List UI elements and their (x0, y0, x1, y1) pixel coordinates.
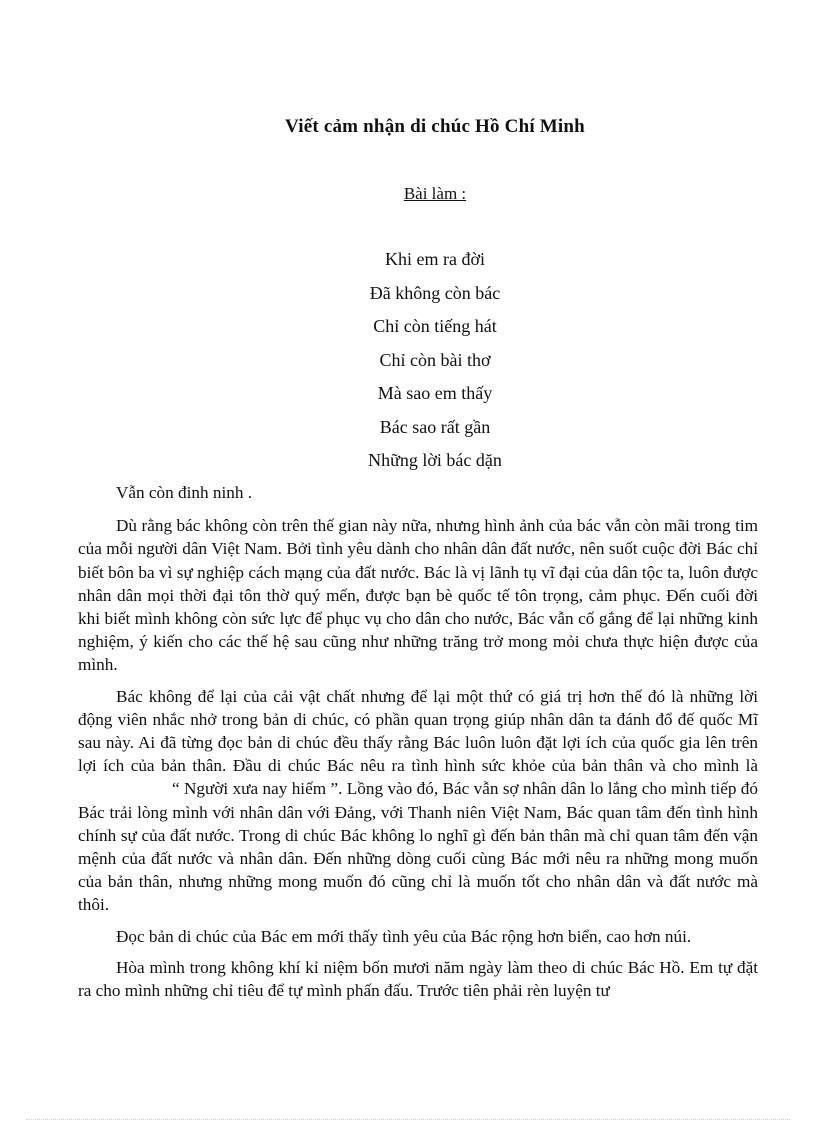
paragraph: Hòa mình trong không khí kỉ niệm bốn mươi năm ngày làm theo di chúc Bác Hồ. Em tự đặt ra cho mình những chỉ tiêu để tự mình phấn đấu. Trước tiên phải rèn luyện tư (78, 957, 758, 1001)
poem (0, 244, 816, 479)
poem-line: Chỉ còn bài thơ (379, 349, 491, 370)
poem-line: Những lời bác dặn (368, 450, 502, 470)
paragraph-part: “ Người xưa nay hiếm ”. Lồng vào đó, Bác vẫn sợ nhân dân lo lắng cho mình tiếp đó Bác trải lòng mình với nhân dân với Đảng, với Thanh niên Việt Nam, Bác quan tâm đến tình hình chính sự của đất nước. Trong di chúc Bác không lo nghĩ gì đến bản thân mà chỉ quan tâm đến vận mệnh của đất nước và nhân dân. Đến những dòng cuối cùng Bác mới nêu ra những mong muốn của bản thân, nhưng những mong muốn đó cũng chỉ là muốn tốt cho nhân dân và đất nước mà thôi. (78, 779, 758, 915)
poem-end-line: Vẫn còn đinh ninh . (116, 483, 253, 502)
paragraph-part: Bác không để lại của cải vật chất nhưng để lại một thứ có giá trị hơn thế đó là những lời động viên nhắc nhở trong bản di chúc, có phần quan trọng giúp nhân dân ta đánh đổ đế quốc Mĩ sau này. Ai đã từng đọc bản di chúc đều thấy rằng Bác luôn luôn đặt lợi ích của quốc gia lên trên lợi ích của bản thân. Đầu di chúc Bác nêu ra tình hình sức khỏe của bản thân và cho mình là (78, 686, 758, 776)
poem-line: Bác sao rất gần (379, 416, 491, 437)
poem-line: Chỉ còn tiếng hát (373, 316, 497, 336)
paragraph: Dù rằng bác không còn trên thế gian này nữa, nhưng hình ảnh của bác vẫn còn mãi trong tim của mỗi người dân Việt Nam. Bởi tình yêu dành cho nhân dân đất nước, nên suốt cuộc đời Bác chỉ biết bôn ba vì sự nghiệp cách mạng của đất nước. Bác là vị lãnh tụ vĩ đại của dân tộc ta, luôn được nhân dân mọi thời đại tôn thờ quý mến, được bạn bè quốc tế tôn trọng, cảm phục. Đến cuối đời khi biết mình không còn sức lực để phục vụ cho dân cho nước, Bác vẫn cố gắng để lại những kinh nghiệm, ý kiến cho các thế hệ sau cũng như những trăng trở mong mỏi chưa thực hiện được của mình. (78, 516, 758, 675)
paragraph: Đọc bản di chúc của Bác em mới thấy tình yêu của Bác rộng hơn biển, cao hơn núi. (116, 926, 692, 946)
paragraph (78, 685, 758, 917)
poem-line: Mà sao em thấy (377, 383, 493, 403)
document-subtitle: Bài làm : (403, 184, 467, 203)
page-bottom-rule (26, 1119, 790, 1120)
document-title: Viết cảm nhận di chúc Hồ Chí Minh (285, 116, 585, 137)
poem-line: Khi em ra đời (385, 249, 485, 269)
poem-line: Đã không còn bác (369, 282, 501, 303)
body-text (78, 481, 758, 1010)
